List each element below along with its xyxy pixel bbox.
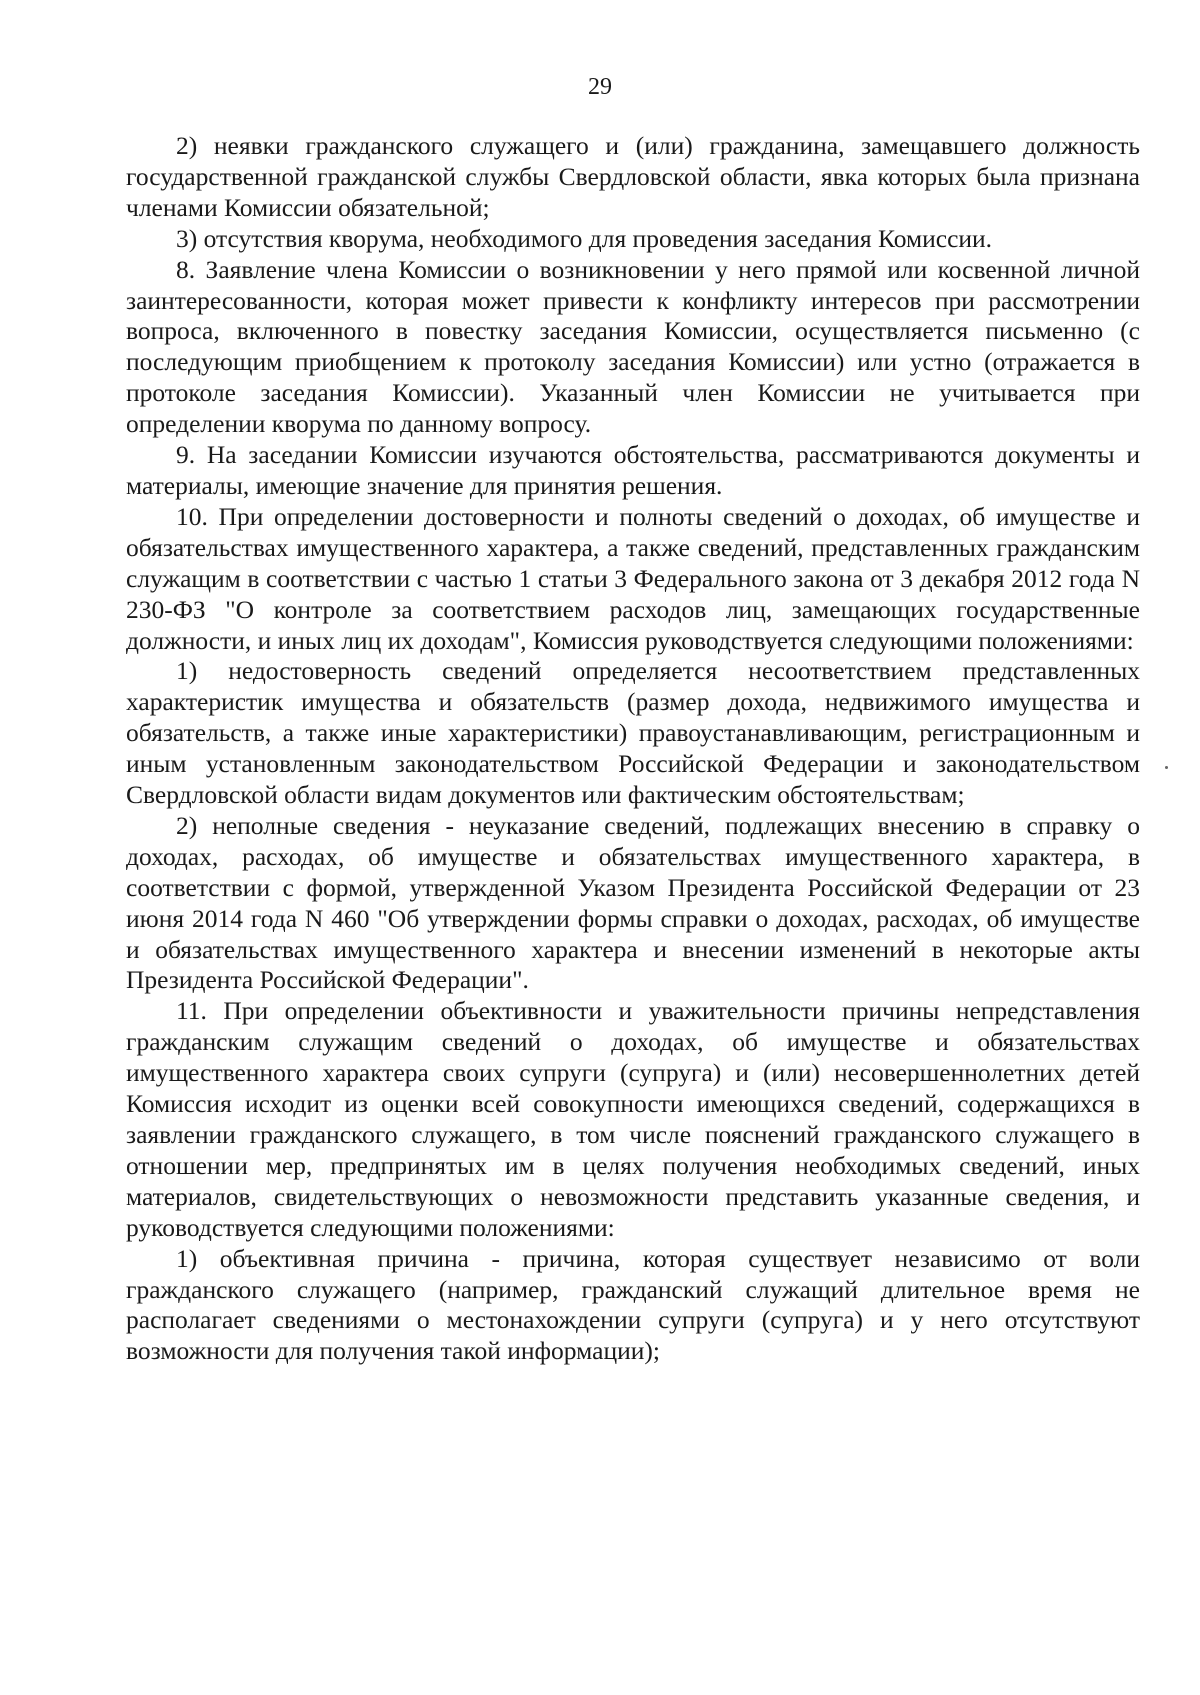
- document-body: [126, 131, 1140, 1367]
- paragraph-clause-8: 8. Заявление члена Комиссии о возникновении у него прямой или косвенной личной заинтересованности, которая может привести к конфликту интересов при рассмотрении вопроса, включенного в повестку заседания Комиссии, осуществляется письменно (с последующим приобщением к протоколу заседания Комиссии) или устно (отражается в протоколе заседания Комиссии). Указанный член Комиссии не учитывается при определении кворума по данному вопросу.: [126, 254, 1140, 439]
- scan-speck: [1165, 766, 1168, 769]
- paragraph-item-2-no-show: 2) неявки гражданского служащего и (или) гражданина, замещавшего должность государственной гражданской службы Свердловской области, явка которых была признана членами Комиссии обязательной;: [126, 131, 1140, 222]
- page-number: 29: [588, 74, 612, 100]
- paragraph-clause-10-item-2: 2) неполные сведения - неуказание сведений, подлежащих внесению в справку о доходах, расходах, об имуществе и обязательствах имущественного характера, в соответствии с формой, утвержденной Указом Президента Российской Федерации от 23 июня 2014 года N 460 "Об утверждении формы справки о доходах, расходах, об имуществе и обязательствах имущественного характера и внесении изменений в некоторые акты Президента Российской Федерации".: [126, 810, 1140, 995]
- paragraph-clause-10: 10. При определении достоверности и полноты сведений о доходах, об имуществе и обязательствах имущественного характера, а также сведений, представленных гражданским служащим в соответствии с частью 1 статьи 3 Федерального закона от 3 декабря 2012 года N 230-ФЗ "О контроле за соответствием расходов лиц, замещающих государственные должности, и иных лиц их доходам", Комиссия руководствуется следующими положениями:: [126, 501, 1140, 655]
- paragraph-clause-11-item-1: 1) объективная причина - причина, которая существует независимо от воли гражданского служащего (например, гражданский служащий длительное время не располагает сведениями о местонахождении супруги (супруга) и у него отсутствуют возможности для получения такой информации);: [126, 1243, 1140, 1366]
- paragraph-clause-9: 9. На заседании Комиссии изучаются обстоятельства, рассматриваются документы и материалы, имеющие значение для принятия решения.: [126, 440, 1140, 500]
- paragraph-clause-11: 11. При определении объективности и уважительности причины непредставления гражданским служащим сведений о доходах, об имуществе и обязательствах имущественного характера своих супруги (супруга) и (или) несовершеннолетних детей Комиссия исходит из оценки всей совокупности имеющихся сведений, содержащихся в заявлении гражданского служащего, в том числе пояснений гражданского служащего в отношении мер, предпринятых им в целях получения необходимых сведений, иных материалов, свидетельствующих о невозможности представить указанные сведения, и руководствуется следующими положениями:: [126, 996, 1140, 1242]
- paragraph-item-3-no-quorum: 3) отсутствия кворума, необходимого для проведения заседания Комиссии.: [176, 223, 993, 253]
- paragraph-clause-10-item-1: 1) недостоверность сведений определяется несоответствием представленных характеристик имущества и обязательств (размер дохода, недвижимого имущества и обязательств, а также иные характеристики) правоустанавливающим, регистрационным и иным установленным законодательством Российской Федерации и законодательством Свердловской области видам документов или фактическим обстоятельствам;: [126, 656, 1140, 810]
